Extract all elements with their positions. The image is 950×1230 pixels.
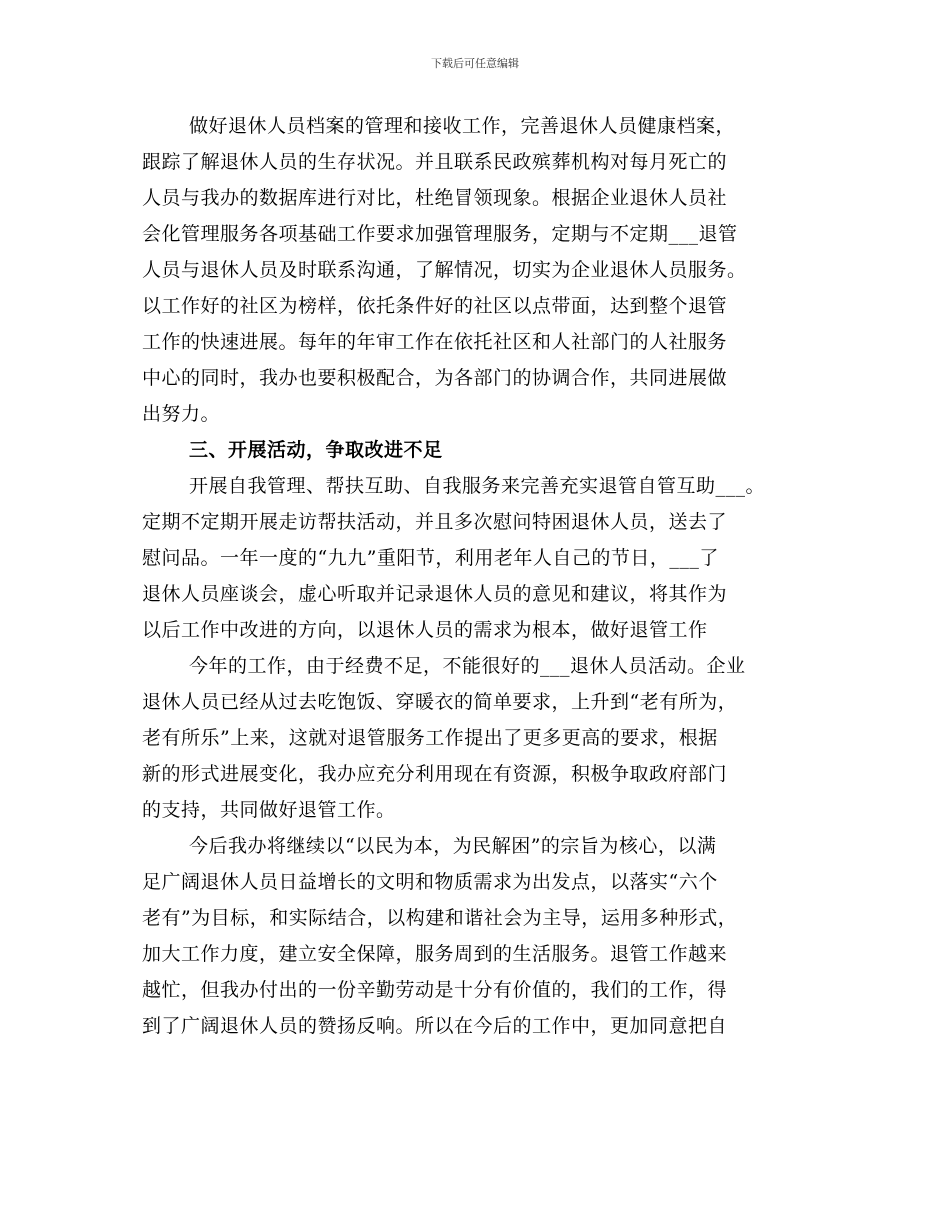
text-line: 会化管理服务各项基础工作要求加强管理服务，定期与不定期___退管 (142, 223, 738, 245)
text-line: 今后我办将继续以“以民为本，为民解困”的宗旨为核心，以满 (189, 835, 717, 857)
text-line: 今年的工作，由于经费不足，不能很好的___退休人员活动。企业 (189, 655, 746, 677)
text-line: 跟踪了解退休人员的生存状况。并且联系民政殡葬机构对每月死亡的 (142, 151, 728, 173)
text-line: 人员与我办的数据库进行对比，杜绝冒领现象。根据企业退休人员社 (142, 187, 728, 209)
text-line: 工作的快速进展。每年的年审工作在依托社区和人社部门的人社服务 (142, 331, 728, 353)
text-line: 退休人员座谈会，虚心听取并记录退休人员的意见和建议，将其作为 (142, 583, 728, 605)
text-line: 定期不定期开展走访帮扶活动，并且多次慰问特困退休人员，送去了 (142, 511, 728, 533)
text-line: 新的形式进展变化，我办应充分利用现在有资源，积极争取政府部门 (142, 763, 728, 785)
text-line: 以工作好的社区为榜样，依托条件好的社区以点带面，达到整个退管 (142, 295, 728, 317)
text-line: 足广阔退休人员日益增长的文明和物质需求为出发点，以落实“六个 (142, 871, 718, 893)
text-line: 出努力。 (142, 403, 221, 425)
page-header: 下载后可任意编辑 (431, 57, 519, 70)
text-line: 的支持，共同做好退管工作。 (142, 799, 396, 821)
text-line: 老有”为目标，和实际结合，以构建和谐社会为主导，运用多种形式， (142, 907, 738, 929)
text-line: 做好退休人员档案的管理和接收工作，完善退休人员健康档案， (189, 115, 736, 137)
text-line: 到了广阔退休人员的赞扬反响。所以在今后的工作中，更加同意把自 (142, 1015, 728, 1037)
document-body (142, 108, 812, 1044)
text-line: 越忙，但我办付出的一份辛勤劳动是十分有价值的，我们的工作，得 (142, 979, 728, 1001)
text-line: 慰问品。一年一度的“九九”重阳节，利用老年人自己的节日，___了 (142, 547, 719, 569)
text-line: 退休人员已经从过去吃饱饭、穿暖衣的简单要求，上升到“老有所为， (142, 691, 738, 713)
text-line: 以后工作中改进的方向，以退休人员的需求为根本，做好退管工作 (142, 619, 708, 641)
text-line: 老有所乐”上来，这就对退管服务工作提出了更多更高的要求，根据 (142, 727, 718, 749)
text-line: 中心的同时，我办也要积极配合，为各部门的协调合作，共同进展做 (142, 367, 728, 389)
section-heading: 三、开展活动，争取改进不足 (189, 439, 443, 461)
text-line: 加大工作力度，建立安全保障，服务周到的生活服务。退管工作越来 (142, 943, 728, 965)
text-line: 开展自我管理、帮扶互助、自我服务来完善充实退管自管互助___。 (189, 475, 766, 497)
text-line: 人员与退休人员及时联系沟通，了解情况，切实为企业退休人员服务。 (142, 259, 747, 281)
